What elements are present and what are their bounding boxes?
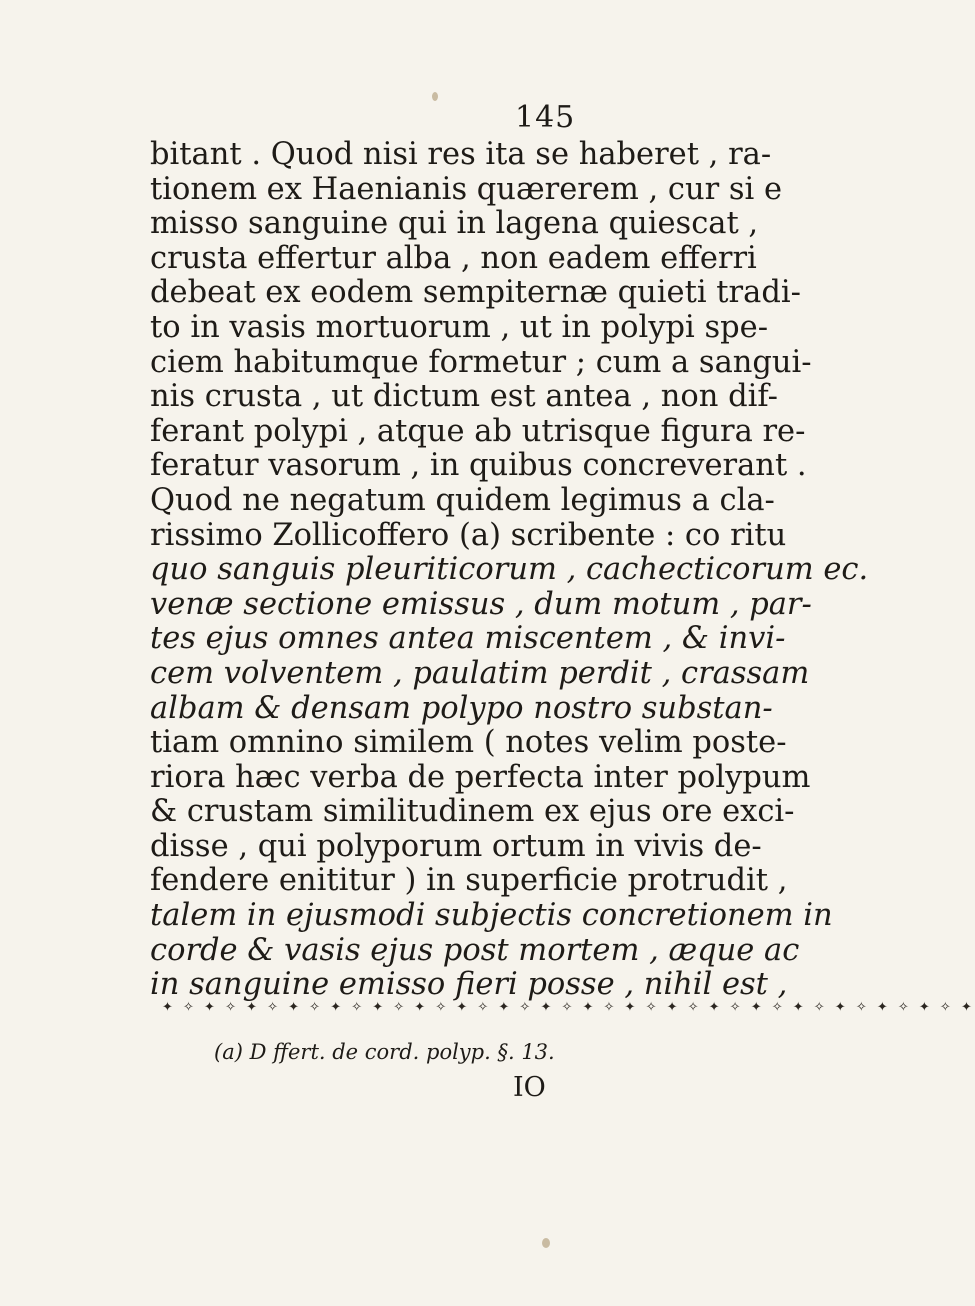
text-line: disse , qui polyporum ortum in vivis de- [150,828,762,864]
text-line: feratur vasorum , in quibus concreverant . [150,448,807,484]
text-line-italic: quo sanguis pleuriticorum , cachecticorum ec. [150,552,869,588]
text-line-italic: venæ sectione emissus , dum motum , par- [150,586,812,622]
text-line-italic: tes ejus omnes antea miscentem , & invi- [150,621,786,657]
text-line: misso sanguine qui in lagena quiescat , [150,206,759,242]
text-line: ciem habitumque formetur ; cum a sangui- [150,344,812,380]
text-line-italic: in sanguine emisso fieri posse , nihil est , [150,967,788,1003]
text-line-italic: talem in ejusmodi subjectis concretionem in [150,898,833,934]
text-line-italic: albam & densam polypo nostro substan- [150,690,773,726]
text-line: riora hæc verba de perfecta inter polypum [150,759,811,795]
text-line: bitant . Quod nisi res ita se haberet , ra- [150,137,772,172]
text-line-italic: corde & vasis ejus post mortem , æque ac [150,932,800,968]
paper-speck [432,92,438,101]
text-line-italic: cem volventem , paulatim perdit , crassam [150,655,810,691]
text-line: nis crusta , ut dictum est antea , non dif- [150,379,778,415]
catchword: IO [513,1072,546,1103]
text-line: tionem ex Haenianis quærerem , cur si e [150,171,783,207]
body-text [150,137,869,1003]
text-line: debeat ex eodem sempiternæ quieti tradi- [150,275,801,311]
page-number: 145 [515,100,576,135]
ornament-divider: ✦ ✧ ✦ ✧ ✦ ✧ ✦ ✧ ✦ ✧ ✦ ✧ ✦ ✧ ✦ ✧ ✦ ✧ ✦ ✧ ✦ ✧ ✦ ✧ ✦ ✧ ✦ ✧ ✦ ✧ ✦ ✧ ✦ ✧ ✦ ✧ ✦ ✧ ✦ [162,1000,975,1015]
text-line: Quod ne negatum quidem legimus a cla- [150,482,775,518]
text-line: & crustam similitudinem ex ejus ore exci- [150,794,795,830]
text-line: fendere enititur ) in superficie protrudit , [150,863,788,899]
text-line: crusta effertur alba , non eadem efferri [150,240,757,276]
paper-speck [542,1238,550,1248]
text-line: to in vasis mortuorum , ut in polypi spe- [150,309,768,345]
text-line: tiam omnino similem ( notes velim poste- [150,725,787,761]
footnote: (a) D ffert. de cord. polyp. §. 13. [214,1040,555,1064]
text-line: rissimo Zollicoffero (a) scribente : co ritu [150,517,787,553]
text-line: ferant polypi , atque ab utrisque figura re- [150,413,806,449]
